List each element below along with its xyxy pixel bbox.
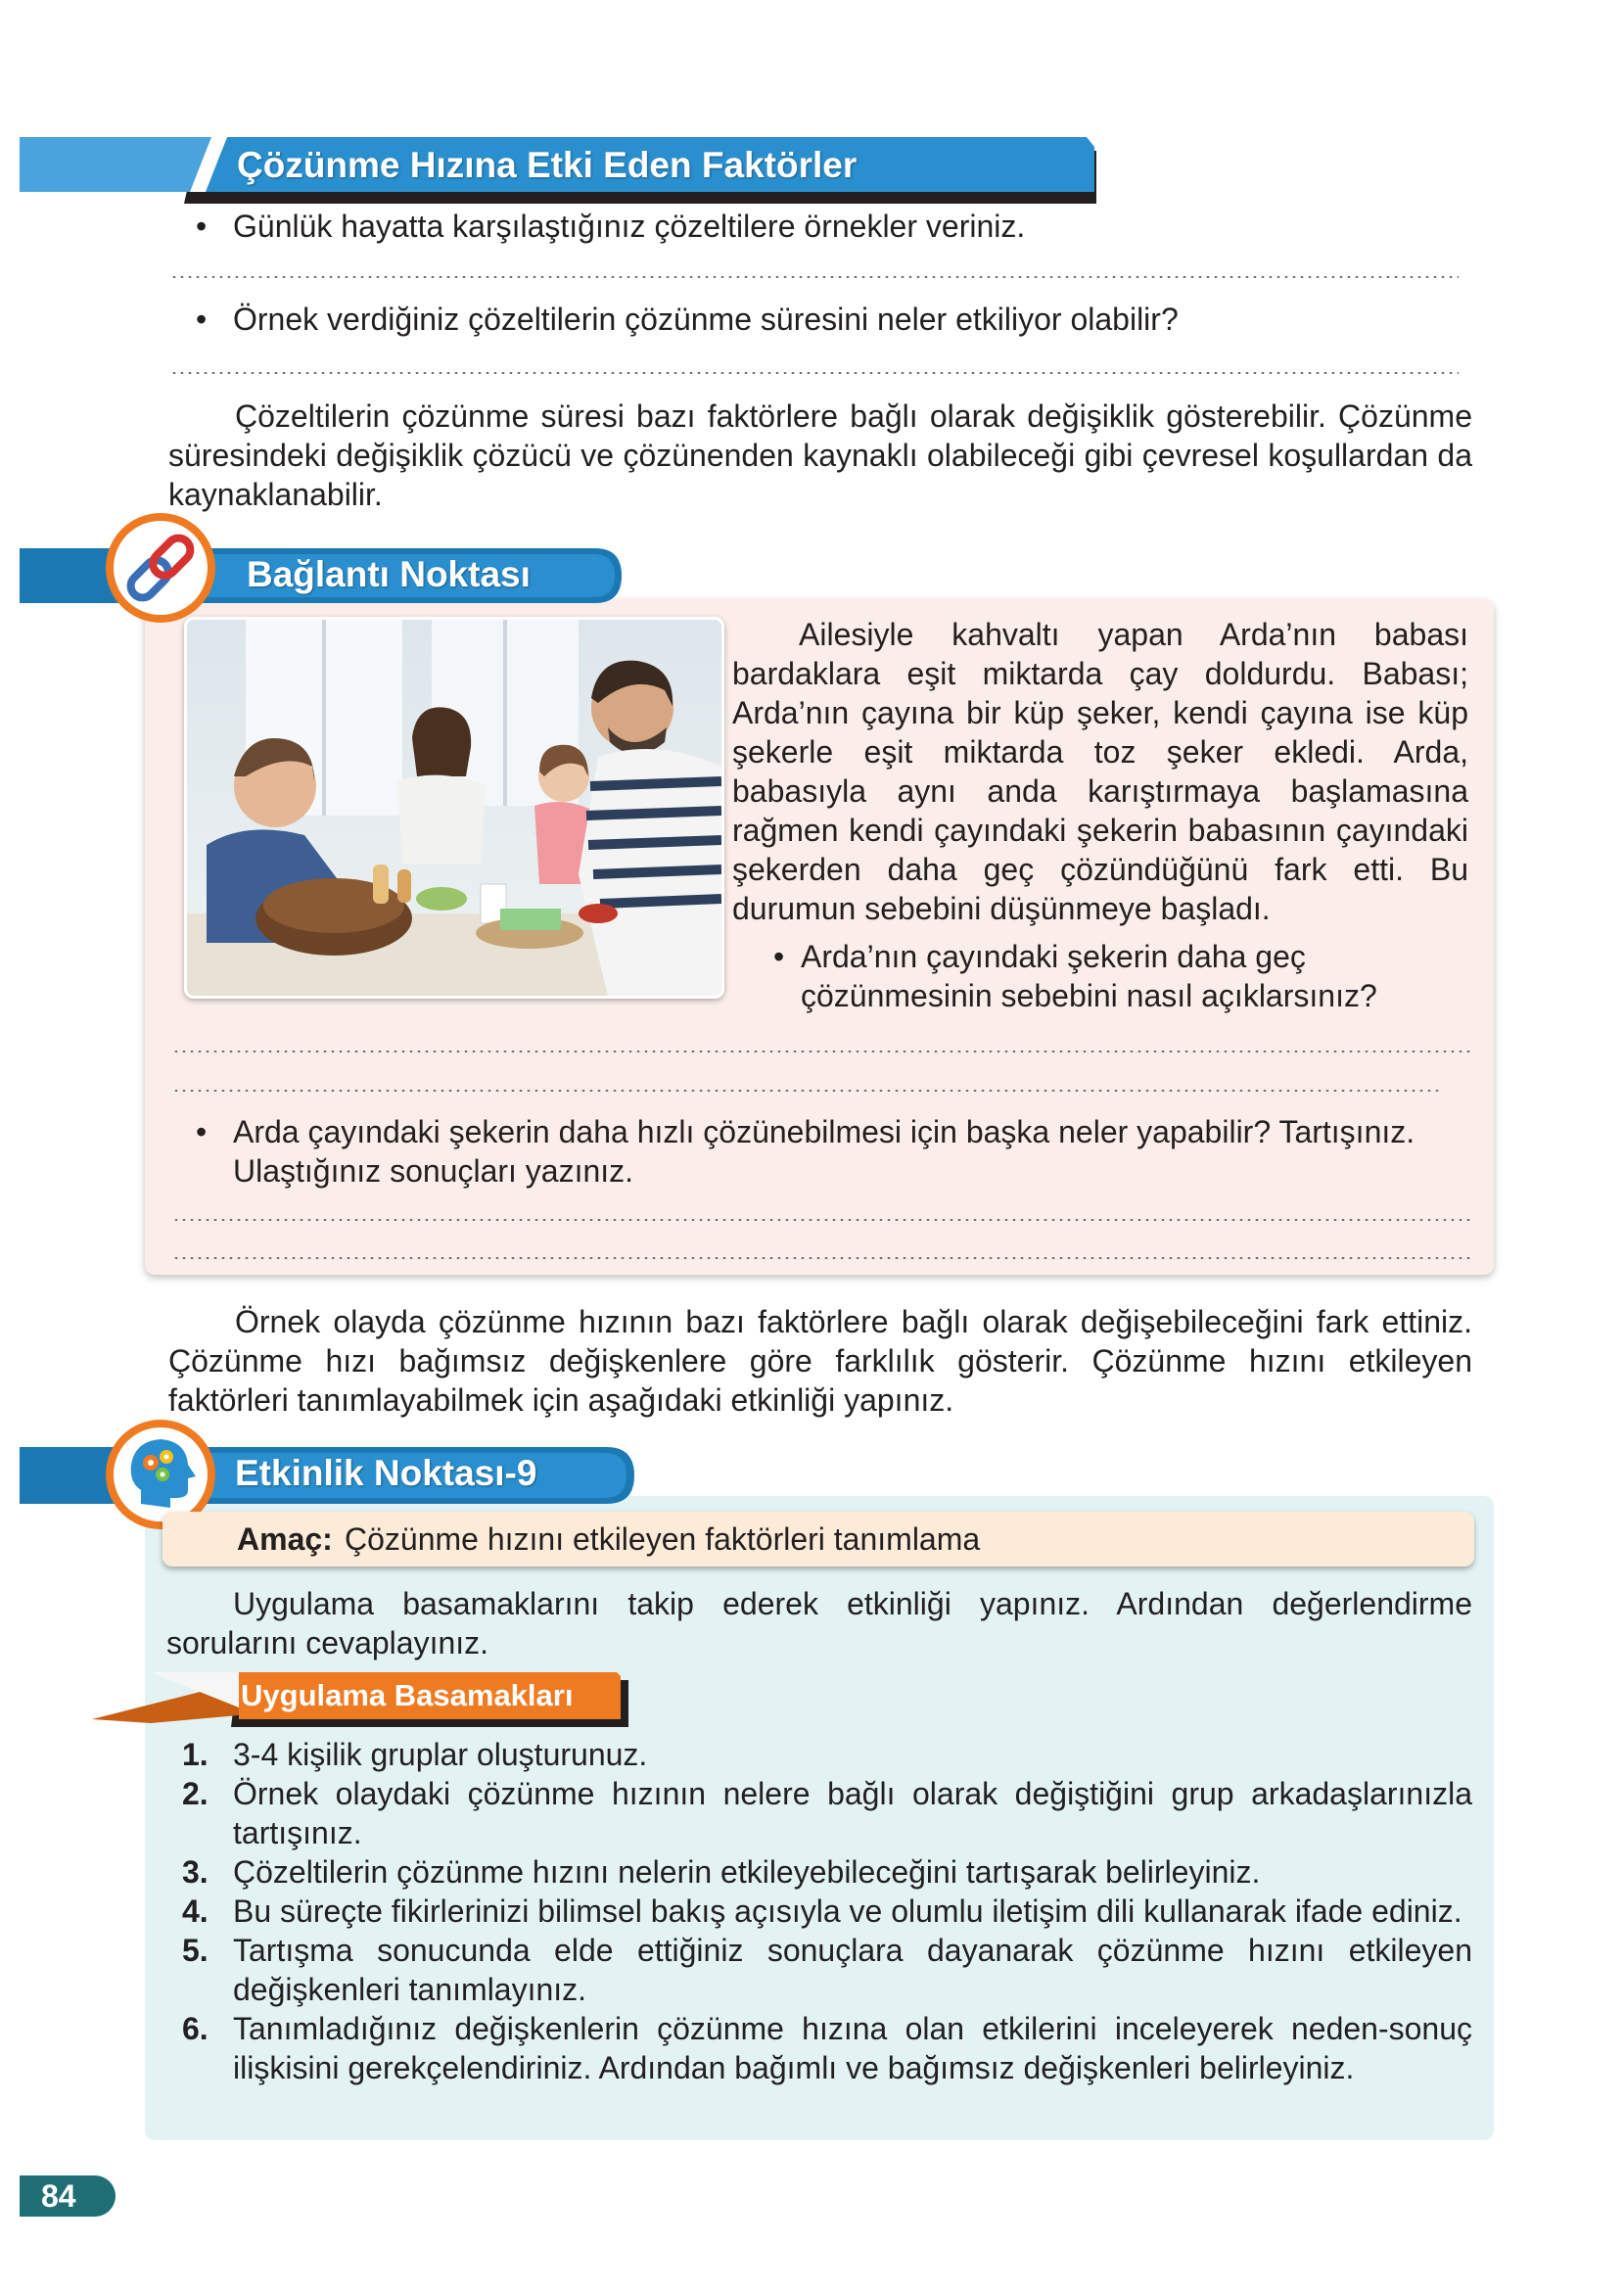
question-bullet-1: • Günlük hayatta karşılaştığınız çözeltilere örnekler veriniz.: [196, 209, 1026, 244]
connection-question-2: • Arda çayındaki şekerin daha hızlı çözünebilmesi için başka neler yapabilir? Tartışınız. Ulaştığınız sonuçları yazınız.: [196, 1112, 1470, 1191]
section-title: Çözünme Hızına Etki Eden Faktörler: [237, 145, 858, 185]
bridge-paragraph: Örnek olayda çözünme hızının bazı faktörlere bağlı olarak değişebileceğini fark ettiniz. Çözünme hızı bağımsız değişkenlere göre farklılık gösterir. Çözünme hızını etkileyen faktörleri tanımlayabilmek için aşağıdaki etkinliği yapınız.: [168, 1304, 1472, 1418]
question-text: Arda’nın çayındaki şekerin daha geç çözünmesinin sebebini nasıl açıklarsınız?: [801, 939, 1377, 1013]
question-text: Örnek verdiğiniz çözeltilerin çözünme süresini neler etkiliyor olabilir?: [233, 302, 1179, 337]
answer-line: [172, 1219, 1470, 1221]
intro-paragraph: Çözeltilerin çözünme süresi bazı faktörlere bağlı olarak değişiklik gösterebilir. Çözünme süresindeki değişiklik çözücü ve çözünenden kaynaklı olabileceği gibi çevresel koşullardan da kaynaklanabilir.: [168, 398, 1472, 512]
answer-line: [170, 372, 1459, 374]
aim-text: Çözünme hızını etkileyen faktörleri tanımlama: [345, 1521, 981, 1557]
list-item: 2. Örnek olaydaki çözünme hızının nelere bağlı olarak değiştiğini grup arkadaşlarınızla tartışınız.: [182, 1776, 1472, 1850]
question-text: Günlük hayatta karşılaştığınız çözeltilere örnekler veriniz.: [233, 209, 1026, 244]
family-breakfast-photo: [184, 617, 724, 999]
page-number-tab: [20, 2175, 116, 2217]
answer-line: [172, 1051, 1470, 1052]
question-text: Arda çayındaki şekerin daha hızlı çözünebilmesi için başka neler yapabilir? Tartışınız. Ulaştığınız sonuçları yazınız.: [233, 1114, 1415, 1189]
page-number: 84: [41, 2178, 76, 2214]
activity-title: Etkinlik Noktası-9: [235, 1453, 537, 1493]
list-item: 1. 3-4 kişilik gruplar oluşturunuz.: [182, 1737, 648, 1772]
answer-line: [172, 1257, 1470, 1259]
connection-question-1: • Arda’nın çayındaki şekerin daha geç çözünmesinin sebebini nasıl açıklarsınız?: [773, 937, 1470, 1015]
connection-title: Bağlantı Noktası: [247, 554, 531, 594]
section-header-banner: [20, 137, 1096, 204]
list-item: 4. Bu süreçte fikirlerinizi bilimsel bakış açısıyla ve olumlu iletişim dili kullanarak ifade ediniz.: [182, 1894, 1462, 1929]
aim-box: [162, 1512, 1474, 1566]
steps-list: [166, 1735, 1472, 2087]
list-item: 5. Tartışma sonucunda elde ettiğiniz sonuçlara dayanarak çözünme hızını etkileyen değişkenleri tanımlayınız.: [182, 1933, 1472, 2007]
chain-link-icon: [106, 513, 215, 623]
aim-label: Amaç:: [237, 1521, 333, 1557]
list-item: 3. Çözeltilerin çözünme hızını nelerin etkileyebileceğini tartışarak belirleyiniz.: [182, 1854, 1261, 1890]
answer-line: [172, 1090, 1441, 1092]
list-item: 6. Tanımladığınız değişkenlerin çözünme hızına olan etkilerini inceleyerek neden-sonuç ilişkisini gerekçelendiriniz. Ardından bağımlı ve bağımsız değişkenleri belirleyiniz.: [182, 2011, 1472, 2085]
question-bullet-2: • Örnek verdiğiniz çözeltilerin çözünme süresini neler etkiliyor olabilir?: [196, 302, 1179, 337]
steps-banner: [92, 1672, 628, 1727]
answer-line: [170, 276, 1459, 278]
activity-instruction: Uygulama basamaklarını takip ederek etkinliği yapınız. Ardından değerlendirme sorularını cevaplayınız.: [166, 1586, 1472, 1660]
connection-story: Ailesiyle kahvaltı yapan Arda’nın babası bardaklara eşit miktarda çay doldurdu. Babası; Arda’nın çayına bir küp şeker, kendi çayına ise küp şekerle eşit miktarda toz şeker ekledi. Arda, babasıyla aynı anda karıştırmaya başlamasına rağmen kendi çayındaki şekerin babasının çayındaki şekerden daha geç çözündüğünü fark etti. Bu durumun sebebini düşünmeye başladı.: [732, 617, 1468, 926]
steps-title: Uygulama Basamakları: [241, 1678, 574, 1712]
